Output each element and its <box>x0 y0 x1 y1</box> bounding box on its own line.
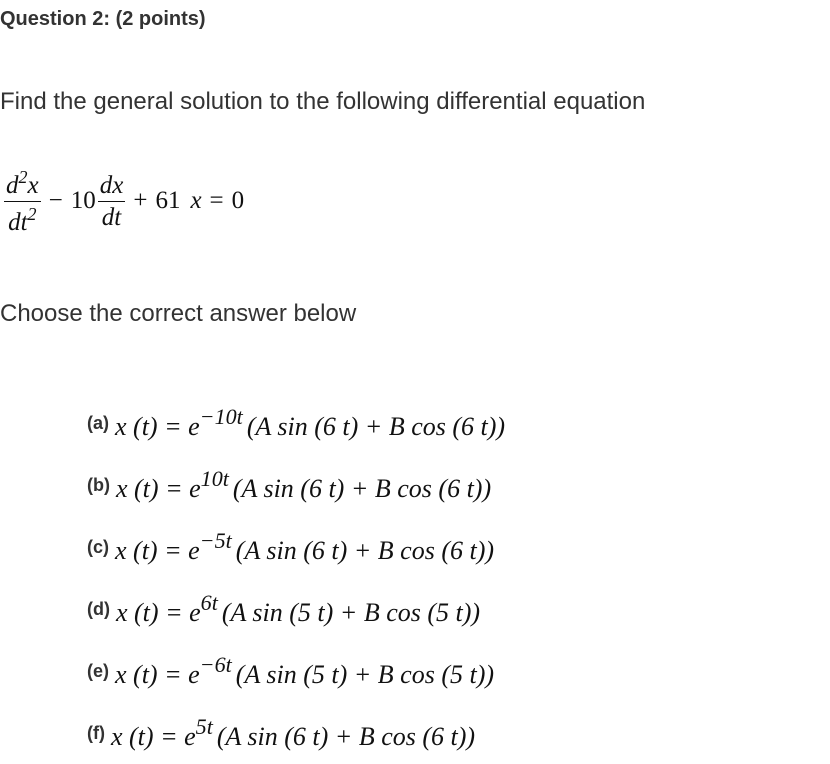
option-expression: x (t) = e6t (A sin (5 t) + B cos (5 t)) <box>115 589 481 628</box>
option-expression: x (t) = e−10t (A sin (6 t) + B cos (6 t)) <box>115 403 506 442</box>
option-expression: x (t) = e5t (A sin (6 t) + B cos (6 t)) <box>110 713 476 752</box>
option-expression: x (t) = e−5t (A sin (6 t) + B cos (6 t)) <box>115 527 495 566</box>
option-expression: x (t) = e10t (A sin (6 t) + B cos (6 t)) <box>115 465 492 504</box>
option-letter: (e) <box>87 660 109 681</box>
coefficient-10: 10 <box>70 187 96 215</box>
answer-options <box>87 392 505 764</box>
second-derivative-fraction <box>4 168 41 235</box>
fraction-denominator: $dt^2$ <box>8 203 37 236</box>
variable-x: x <box>190 187 202 215</box>
fraction-numerator: dx <box>98 173 126 202</box>
option-d[interactable] <box>87 578 505 640</box>
minus-operator: − <box>48 187 63 215</box>
first-derivative-fraction <box>98 173 126 230</box>
coefficient-61: 61 <box>155 187 181 215</box>
option-letter: (f) <box>87 722 105 743</box>
fraction-denominator: dt <box>101 203 122 231</box>
plus-operator: + <box>133 187 148 215</box>
option-a[interactable] <box>87 392 505 454</box>
differential-equation <box>4 168 244 235</box>
option-expression: x (t) = e−6t (A sin (5 t) + B cos (5 t)) <box>115 651 495 690</box>
option-letter: (a) <box>87 412 109 433</box>
equals-operator: = <box>209 187 224 215</box>
fraction-numerator: $d^2x$ <box>4 168 41 202</box>
choose-instruction: Choose the correct answer below <box>0 300 357 327</box>
question-title: Question 2: (2 points) <box>0 8 206 30</box>
option-f[interactable] <box>87 702 505 764</box>
option-c[interactable] <box>87 516 505 578</box>
rhs-zero: 0 <box>231 187 245 215</box>
option-e[interactable] <box>87 640 505 702</box>
option-letter: (d) <box>87 598 110 619</box>
option-letter: (b) <box>87 474 110 495</box>
option-b[interactable] <box>87 454 505 516</box>
question-prompt: Find the general solution to the following differential equation <box>0 88 646 115</box>
option-letter: (c) <box>87 536 109 557</box>
